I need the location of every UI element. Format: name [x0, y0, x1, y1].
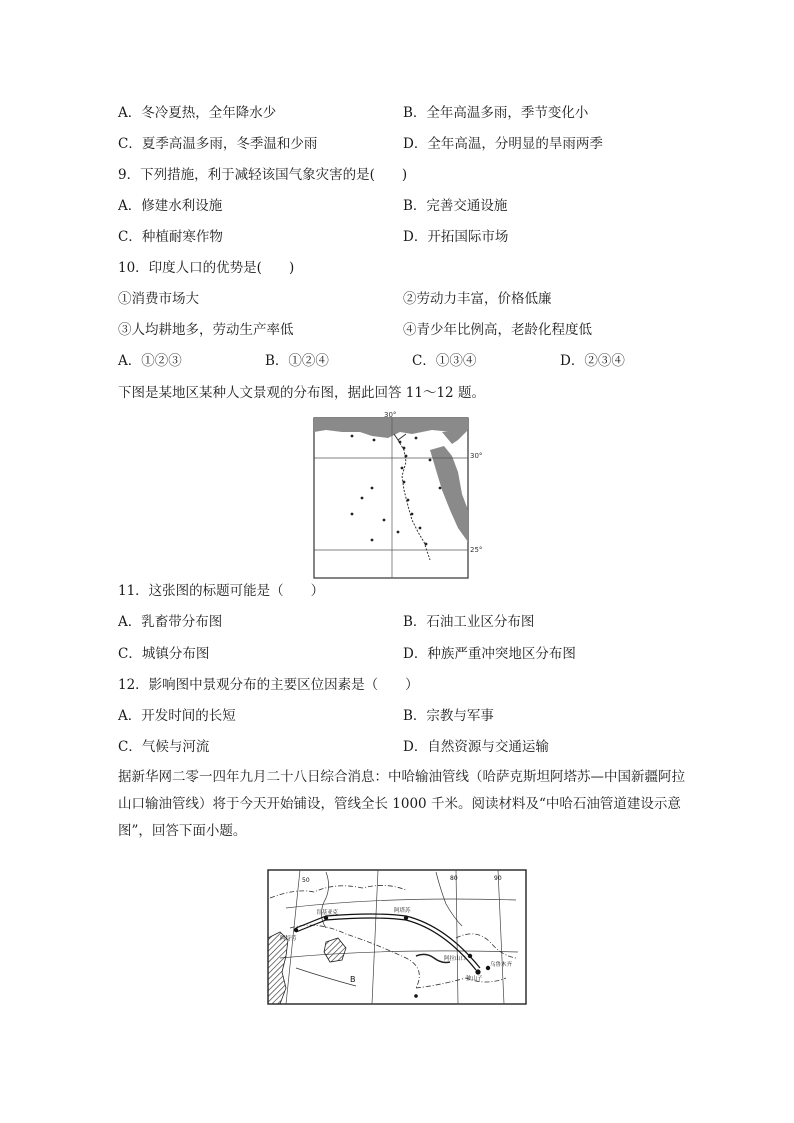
- q11-option-d: D．种族严重冲突地区分布图: [403, 646, 576, 662]
- q10-statement-4: ④青少年比例高，老龄化程度低: [403, 322, 592, 338]
- q12-stem: 12．影响图中景观分布的主要区位因素是（ ）: [118, 677, 419, 693]
- q10-option-b: B．①②④: [265, 353, 329, 369]
- q10-stem: 10．印度人口的优势是( ): [118, 260, 295, 276]
- q9-option-a: A．修建水利设施: [118, 198, 223, 214]
- q11-option-c: C．城镇分布图: [118, 646, 210, 662]
- q11-stem: 11．这张图的标题可能是（ ）: [118, 583, 325, 599]
- q9-option-c: C．种植耐寒作物: [118, 229, 223, 245]
- pipeline-map: [266, 868, 530, 1008]
- q11-option-a: A．乳畜带分布图: [118, 614, 223, 630]
- q12-option-d: D．自然资源与交通运输: [403, 739, 549, 755]
- pipeline-intro: 据新华网二零一四年九月二十八日综合消息：中哈输油管线（哈萨克斯坦阿塔苏—中国新疆阿拉山口输油管线）将于今天开始铺设，管线全长 1000 千米。阅读材料及“中哈石油管道建设示意图”，回答下面小题。: [118, 769, 685, 839]
- q10-option-d: D．②③④: [560, 353, 625, 369]
- q10-option-a: A．①②③: [118, 353, 182, 369]
- map1-label-25: 25°: [470, 546, 483, 554]
- map2-region-b: B: [350, 975, 356, 984]
- q9-stem: 9．下列措施，利于减轻该国气象灾害的是( ): [118, 167, 408, 183]
- q11-option-b: B．石油工业区分布图: [403, 614, 535, 630]
- map2-lon-90: 90: [494, 875, 502, 882]
- map2-place-3: 阿塔苏: [394, 908, 411, 914]
- map2-place-1: 肯基亚克: [316, 910, 339, 916]
- q10-option-c: C．①③④: [412, 353, 477, 369]
- q8-option-d: D．全年高温，分明显的旱雨两季: [403, 136, 603, 152]
- q8-option-c: C．夏季高温多雨，冬季温和少雨: [118, 136, 318, 152]
- map2-place-4: 阿拉山口: [444, 956, 467, 962]
- map2-place-6: 独山子: [466, 976, 483, 982]
- q12-option-c: C．气候与河流: [118, 739, 210, 755]
- intro-11-12: 下图是某地区某种人文景观的分布图，据此回答 11～12 题。: [118, 385, 485, 401]
- q10-statement-1: ①消费市场大: [118, 291, 199, 307]
- map1-label-top: 30°: [384, 411, 397, 419]
- map2-place-5: 乌鲁木齐: [490, 962, 513, 968]
- q12-option-a: A．开发时间的长短: [118, 708, 236, 724]
- q8-option-a: A．冬冷夏热，全年降水少: [118, 105, 277, 121]
- map2-lon-80: 80: [450, 875, 458, 882]
- q9-option-b: B．完善交通设施: [403, 198, 508, 214]
- map2-lon-50: 50: [302, 877, 310, 884]
- q10-statement-3: ③人均耕地多，劳动生产率低: [118, 322, 294, 338]
- q10-statement-2: ②劳动力丰富，价格低廉: [403, 291, 552, 307]
- distribution-map: [312, 410, 492, 580]
- q9-option-d: D．开拓国际市场: [403, 229, 509, 245]
- q12-option-b: B．宗教与军事: [403, 708, 494, 724]
- map2-place-2: 阿特劳: [280, 936, 297, 942]
- map1-label-30: 30°: [470, 452, 483, 460]
- q8-option-b: B．全年高温多雨，季节变化小: [403, 105, 589, 121]
